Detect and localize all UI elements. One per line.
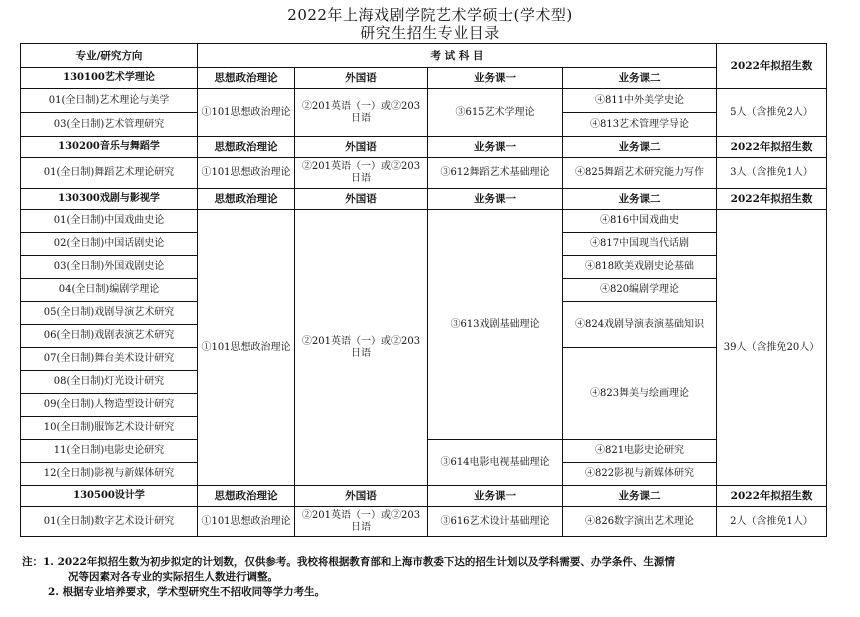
section-row [21,486,827,507]
table-row [21,507,827,537]
header-major: 专业/研究方向 [21,44,198,68]
course2-cell: ④823舞美与绘画理论 [563,348,717,440]
course1-cell: ③616艺术设计基础理论 [428,507,563,537]
head-politics: 思想政治理论 [198,189,295,210]
language-cell: ②201英语（一）或②203日语 [295,89,428,137]
language-cell: ②201英语（一）或②203日语 [295,507,428,537]
head-course1: 业务课一 [428,189,563,210]
course1-cell: ③612舞蹈艺术基础理论 [428,158,563,189]
direction: 03(全日制)外国戏剧史论 [21,256,198,279]
table-row [21,89,827,113]
direction: 01(全日制)中国戏曲史论 [21,210,198,233]
course2-cell: ④811中外美学史论 [563,89,717,113]
head-course2: 业务课二 [563,486,717,507]
head-politics: 思想政治理论 [198,486,295,507]
head-quota: 2022年拟招生数 [717,189,827,210]
direction: 11(全日制)电影史论研究 [21,440,198,463]
catalog-table [20,43,827,537]
footnote-label: 注： [22,556,43,568]
direction: 02(全日制)中国话剧史论 [21,233,198,256]
course2-cell: ④822影视与新媒体研究 [563,463,717,486]
direction: 01(全日制)艺术理论与美学 [21,89,198,113]
section-name: 130200音乐与舞蹈学 [21,137,198,158]
course2-cell: ④816中国戏曲史 [563,210,717,233]
head-course2: 业务课二 [563,189,717,210]
head-language: 外国语 [295,68,428,89]
footnote-2: 2. 根据专业培养要求，学术型研究生不招收同等学力考生。 [48,586,326,598]
politics-cell: ①101思想政治理论 [198,89,295,137]
head-course2: 业务课二 [563,137,717,158]
head-politics: 思想政治理论 [198,68,295,89]
direction: 01(全日制)数字艺术设计研究 [21,507,198,537]
head-language: 外国语 [295,189,428,210]
head-language: 外国语 [295,486,428,507]
header-exam: 考 试 科 目 [198,44,717,68]
politics-cell: ①101思想政治理论 [198,507,295,537]
course2-cell: ④817中国现当代话剧 [563,233,717,256]
direction: 10(全日制)服饰艺术设计研究 [21,417,198,440]
section-row [21,189,827,210]
course2-cell: ④826数字演出艺术理论 [563,507,717,537]
politics-cell: ①101思想政治理论 [198,158,295,189]
course2-cell: ④813艺术管理学导论 [563,113,717,137]
course1-cell: ③613戏剧基础理论 [428,210,563,440]
head-course1: 业务课一 [428,486,563,507]
direction: 06(全日制)戏剧表演艺术研究 [21,325,198,348]
header-row [21,44,827,68]
direction: 04(全日制)编剧学理论 [21,279,198,302]
direction: 03(全日制)艺术管理研究 [21,113,198,137]
course2-cell: ④820编剧学理论 [563,279,717,302]
direction: 01(全日制)舞蹈艺术理论研究 [21,158,198,189]
head-course1: 业务课一 [428,137,563,158]
language-cell: ②201英语（一）或②203日语 [295,210,428,486]
section-name: 130500设计学 [21,486,198,507]
table-row [21,158,827,189]
quota-cell: 2人（含推免1人） [717,507,827,537]
head-course1: 业务课一 [428,68,563,89]
footnote-1-cont: 况等因素对各专业的实际招生人数进行调整。 [68,571,278,583]
footnote-1-text: 1. 2022年拟招生数为初步拟定的计划数，仅供参考。我校将根据教育部和上海市教委下达的招生计划以及学科需要、办学条件、生源情 [43,556,675,568]
head-language: 外国语 [295,137,428,158]
quota-cell: 3人（含推免1人） [717,158,827,189]
section-name: 130300戏剧与影视学 [21,189,198,210]
course1-cell: ③615艺术学理论 [428,89,563,137]
section-row [21,137,827,158]
course2-cell: ④824戏剧导演表演基础知识 [563,302,717,348]
section-name: 130100艺术学理论 [21,68,198,89]
course2-cell: ④818欧美戏剧史论基础 [563,256,717,279]
course2-cell: ④825舞蹈艺术研究能力写作 [563,158,717,189]
direction: 07(全日制)舞台美术设计研究 [21,348,198,371]
quota-cell: 39人（含推免20人） [717,210,827,486]
politics-cell: ①101思想政治理论 [198,210,295,486]
course2-cell: ④821电影史论研究 [563,440,717,463]
page-title: 2022年上海戏剧学院艺术学硕士(学术型) [287,6,573,24]
footnotes [22,555,822,600]
section-row [21,68,827,89]
page-subtitle: 研究生招生专业目录 [360,24,500,42]
head-quota: 2022年拟招生数 [717,137,827,158]
table-row [21,210,827,233]
language-cell: ②201英语（一）或②203日语 [295,158,428,189]
head-politics: 思想政治理论 [198,137,295,158]
head-quota: 2022年拟招生数 [717,486,827,507]
head-course2: 业务课二 [563,68,717,89]
quota-cell: 5人（含推免2人） [717,89,827,137]
direction: 08(全日制)灯光设计研究 [21,371,198,394]
direction: 05(全日制)戏剧导演艺术研究 [21,302,198,325]
course1-cell: ③614电影电视基础理论 [428,440,563,486]
footnote-1 [22,555,822,570]
direction: 09(全日制)人物造型设计研究 [21,394,198,417]
direction: 12(全日制)影视与新媒体研究 [21,463,198,486]
header-quota: 2022年拟招生数 [717,44,827,89]
